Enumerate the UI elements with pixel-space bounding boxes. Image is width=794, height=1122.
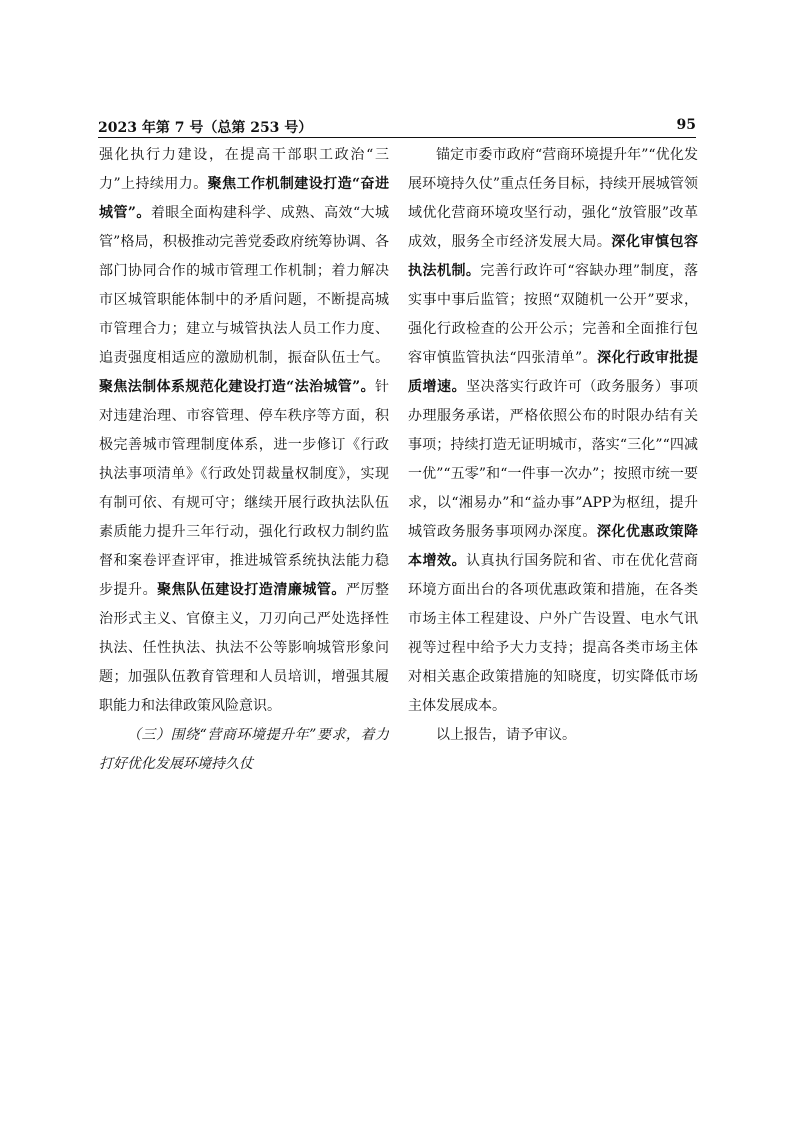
page-number: 95 <box>676 117 696 133</box>
issue-label: 2023 年第 7 号（总第 253 号） <box>98 120 313 136</box>
closing-remark: 以上报告，请予审议。 <box>436 727 576 743</box>
right-paragraph-1 <box>408 141 698 721</box>
bold-heading: 聚焦法制体系规范化建设打造“法治城管”。 <box>99 379 375 395</box>
header-rule <box>98 137 696 138</box>
text-run: 完善行政许可“容缺办理”制度，落实事中事后监管；按照“双随机一公开”要求，强化行政检查的公开公示；完善和全面推行包容审慎监管执法“四张清单”。 <box>408 263 698 366</box>
bold-heading: 深化审慎包容执法机制。 <box>408 234 698 279</box>
section-heading: （三）围绕“营商环境提升年”要求，着力打好优化发展环境持久仗 <box>99 727 389 772</box>
text-run: 坚决落实行政许可（政务服务）事项办理服务承诺，严格依照公布的时限办结有关事项；持续打造无证明城市，落实“三化”“四减一优”“五零”和“一件事一次办”；按照市统一要求，以“湘易办”和“益办事”APP为枢纽，提升城管政务服务事项网办深度。 <box>408 379 698 540</box>
text-run: 针对违建治理、市容管理、停车秩序等方面，积极完善城市管理制度体系，进一步修订《行政执法事项清单》《行政处罚裁量权制度》，实现有制可依、有规可守；继续开展行政执法队伍素质能力提升三年行动，强化行政权力制约监督和案卷评查评审，推进城管系统执法能力稳步提升。 <box>99 379 389 598</box>
bold-heading: 聚焦工作机制建设打造“奋进城管”。 <box>99 176 389 221</box>
bold-heading: 深化行政审批提质增速。 <box>408 350 698 395</box>
text-run: 认真执行国务院和省、市在优化营商环境方面出台的各项优惠政策和措施，在各类市场主体工程建设、户外广告设置、电水气讯视等过程中给予大力支持；提高各类市场主体对相关惠企政策措施的知晓度，切实降低市场主体发展成本。 <box>408 553 698 714</box>
text-run: 强化执行力建设，在提高干部职工政治“三力”上持续用力。 <box>99 147 389 192</box>
page-header <box>98 117 696 137</box>
left-paragraph-1 <box>99 141 389 721</box>
right-column <box>408 141 698 871</box>
bold-heading: 聚焦队伍建设打造清廉城管。 <box>157 582 346 598</box>
text-run: 严厉整治形式主义、官僚主义，刀刃向己严处选择性执法、任性执法、执法不公等影响城管形象问题；加强队伍教育管理和人员培训，增强其履职能力和法律政策风险意识。 <box>99 582 389 714</box>
text-run: 着眼全面构建科学、成熟、高效“大城管”格局，积极推动完善党委政府统筹协调、各部门协同合作的城市管理工作机制；着力解决市区城管职能体制中的矛盾问题，不断提高城市管理合力；建立与城管执法人员工作力度、追责强度相适应的激励机制，振奋队伍士气。 <box>99 205 389 366</box>
left-column <box>99 141 389 871</box>
text-run: 锚定市委市政府“营商环境提升年”“优化发展环境持久仗”重点任务目标，持续开展城管领域优化营商环境攻坚行动，强化“放管服”改革成效，服务全市经济发展大局。 <box>408 147 698 250</box>
bold-heading: 深化优惠政策降本增效。 <box>408 524 698 569</box>
